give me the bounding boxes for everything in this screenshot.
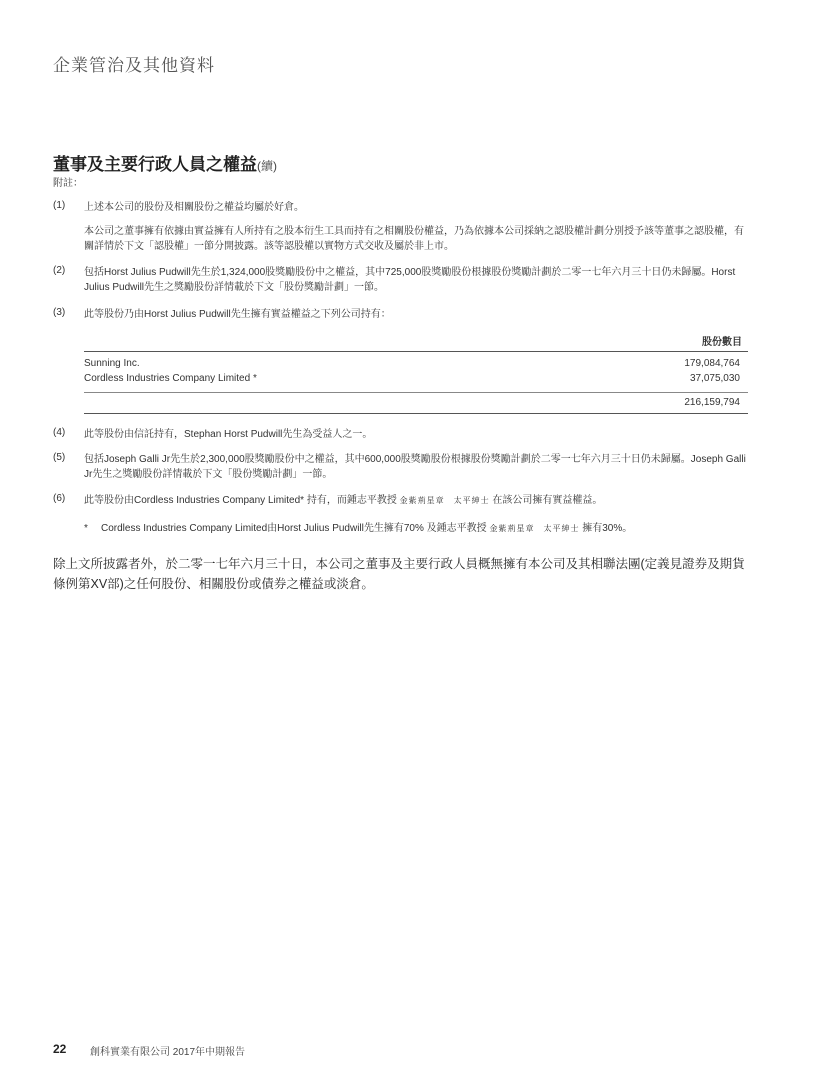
note-number: (5) <box>53 452 66 463</box>
note-number: (2) <box>53 265 66 276</box>
note-number: (4) <box>53 427 66 438</box>
note-text: 此等股份乃由Horst Julius Pudwill先生擁有實益權益之下列公司持有： <box>84 309 391 320</box>
section-continued: (續) <box>257 159 277 173</box>
page-number: 22 <box>53 1042 67 1056</box>
honorific-name: 金紫荊星章 太平紳士 <box>399 496 490 505</box>
share-count: 37,075,030 <box>689 373 740 384</box>
footer-text: 創科實業有限公司 2017年中期報告 <box>90 1047 246 1058</box>
note-text: 包括Joseph Galli Jr先生於2,300,000股獎勵股份中之權益，其中600,000股獎勵股份根據股份獎勵計劃於二零一七年六月三十日仍未歸屬。Joseph Galli Jr先生之獎勵股份詳情載於下文「股份獎勵計劃」一節。 <box>84 454 746 480</box>
note-text <box>84 493 750 508</box>
notes-label: 附註： <box>53 178 83 189</box>
table-header: 股份數目 <box>702 337 742 348</box>
asterisk-note-text: 擁有30%。 <box>582 523 633 534</box>
table-total: 216,159,794 <box>684 397 740 408</box>
note-text: 包括Horst Julius Pudwill先生於1,324,000股獎勵股份中之權益，其中725,000股獎勵股份根據股份獎勵計劃於二零一七年六月三十日仍未歸屬。Horst Julius Pudwill先生之獎勵股份詳情載於下文「股份獎勵計劃」一節。 <box>84 267 736 293</box>
asterisk-note <box>84 519 632 534</box>
section-title-text: 董事及主要行政人員之權益 <box>53 155 257 174</box>
asterisk-note-text: Cordless Industries Company Limited由Horst Julius Pudwill先生擁有70% 及鍾志平教授 <box>101 523 487 534</box>
table-row <box>84 356 748 371</box>
company-name: Cordless Industries Company Limited * <box>84 373 257 384</box>
note-text-part: 此等股份由Cordless Industries Company Limited* 持有，而鍾志平教授 <box>84 495 397 506</box>
shareholding-table <box>84 333 748 414</box>
asterisk: * <box>84 523 88 534</box>
section-title <box>53 150 277 175</box>
share-count: 179,084,764 <box>684 358 740 369</box>
closing-paragraph: 除上文所披露者外，於二零一七年六月三十日，本公司之董事及主要行政人員概無擁有本公司及其相聯法團(定義見證券及期貨條例第XV部)之任何股份、相關股份或債券之權益或淡倉。 <box>53 557 745 591</box>
note-number: (6) <box>53 493 66 504</box>
note-number: (3) <box>53 307 66 318</box>
honorific-name: 金紫荊星章 太平紳士 <box>489 524 580 533</box>
page-header-title: 企業管治及其他資料 <box>53 56 215 75</box>
note-text-part: 在該公司擁有實益權益。 <box>492 495 603 506</box>
table-row <box>84 371 748 386</box>
note-text: 本公司之董事擁有依據由實益擁有人所持有之股本衍生工具而持有之相關股份權益，乃為依據本公司採納之認股權計劃分別授予該等董事之認股權，有關詳情於下文「認股權」一節分開披露。該等認股權以實物方式交收及屬於非上市。 <box>84 226 744 252</box>
table-rule <box>84 413 748 414</box>
company-name: Sunning Inc. <box>84 358 140 369</box>
note-number: (1) <box>53 200 66 211</box>
note-text: 此等股份由信託持有，Stephan Horst Pudwill先生為受益人之一。 <box>84 429 373 440</box>
note-text: 上述本公司的股份及相關股份之權益均屬於好倉。 <box>84 202 304 213</box>
